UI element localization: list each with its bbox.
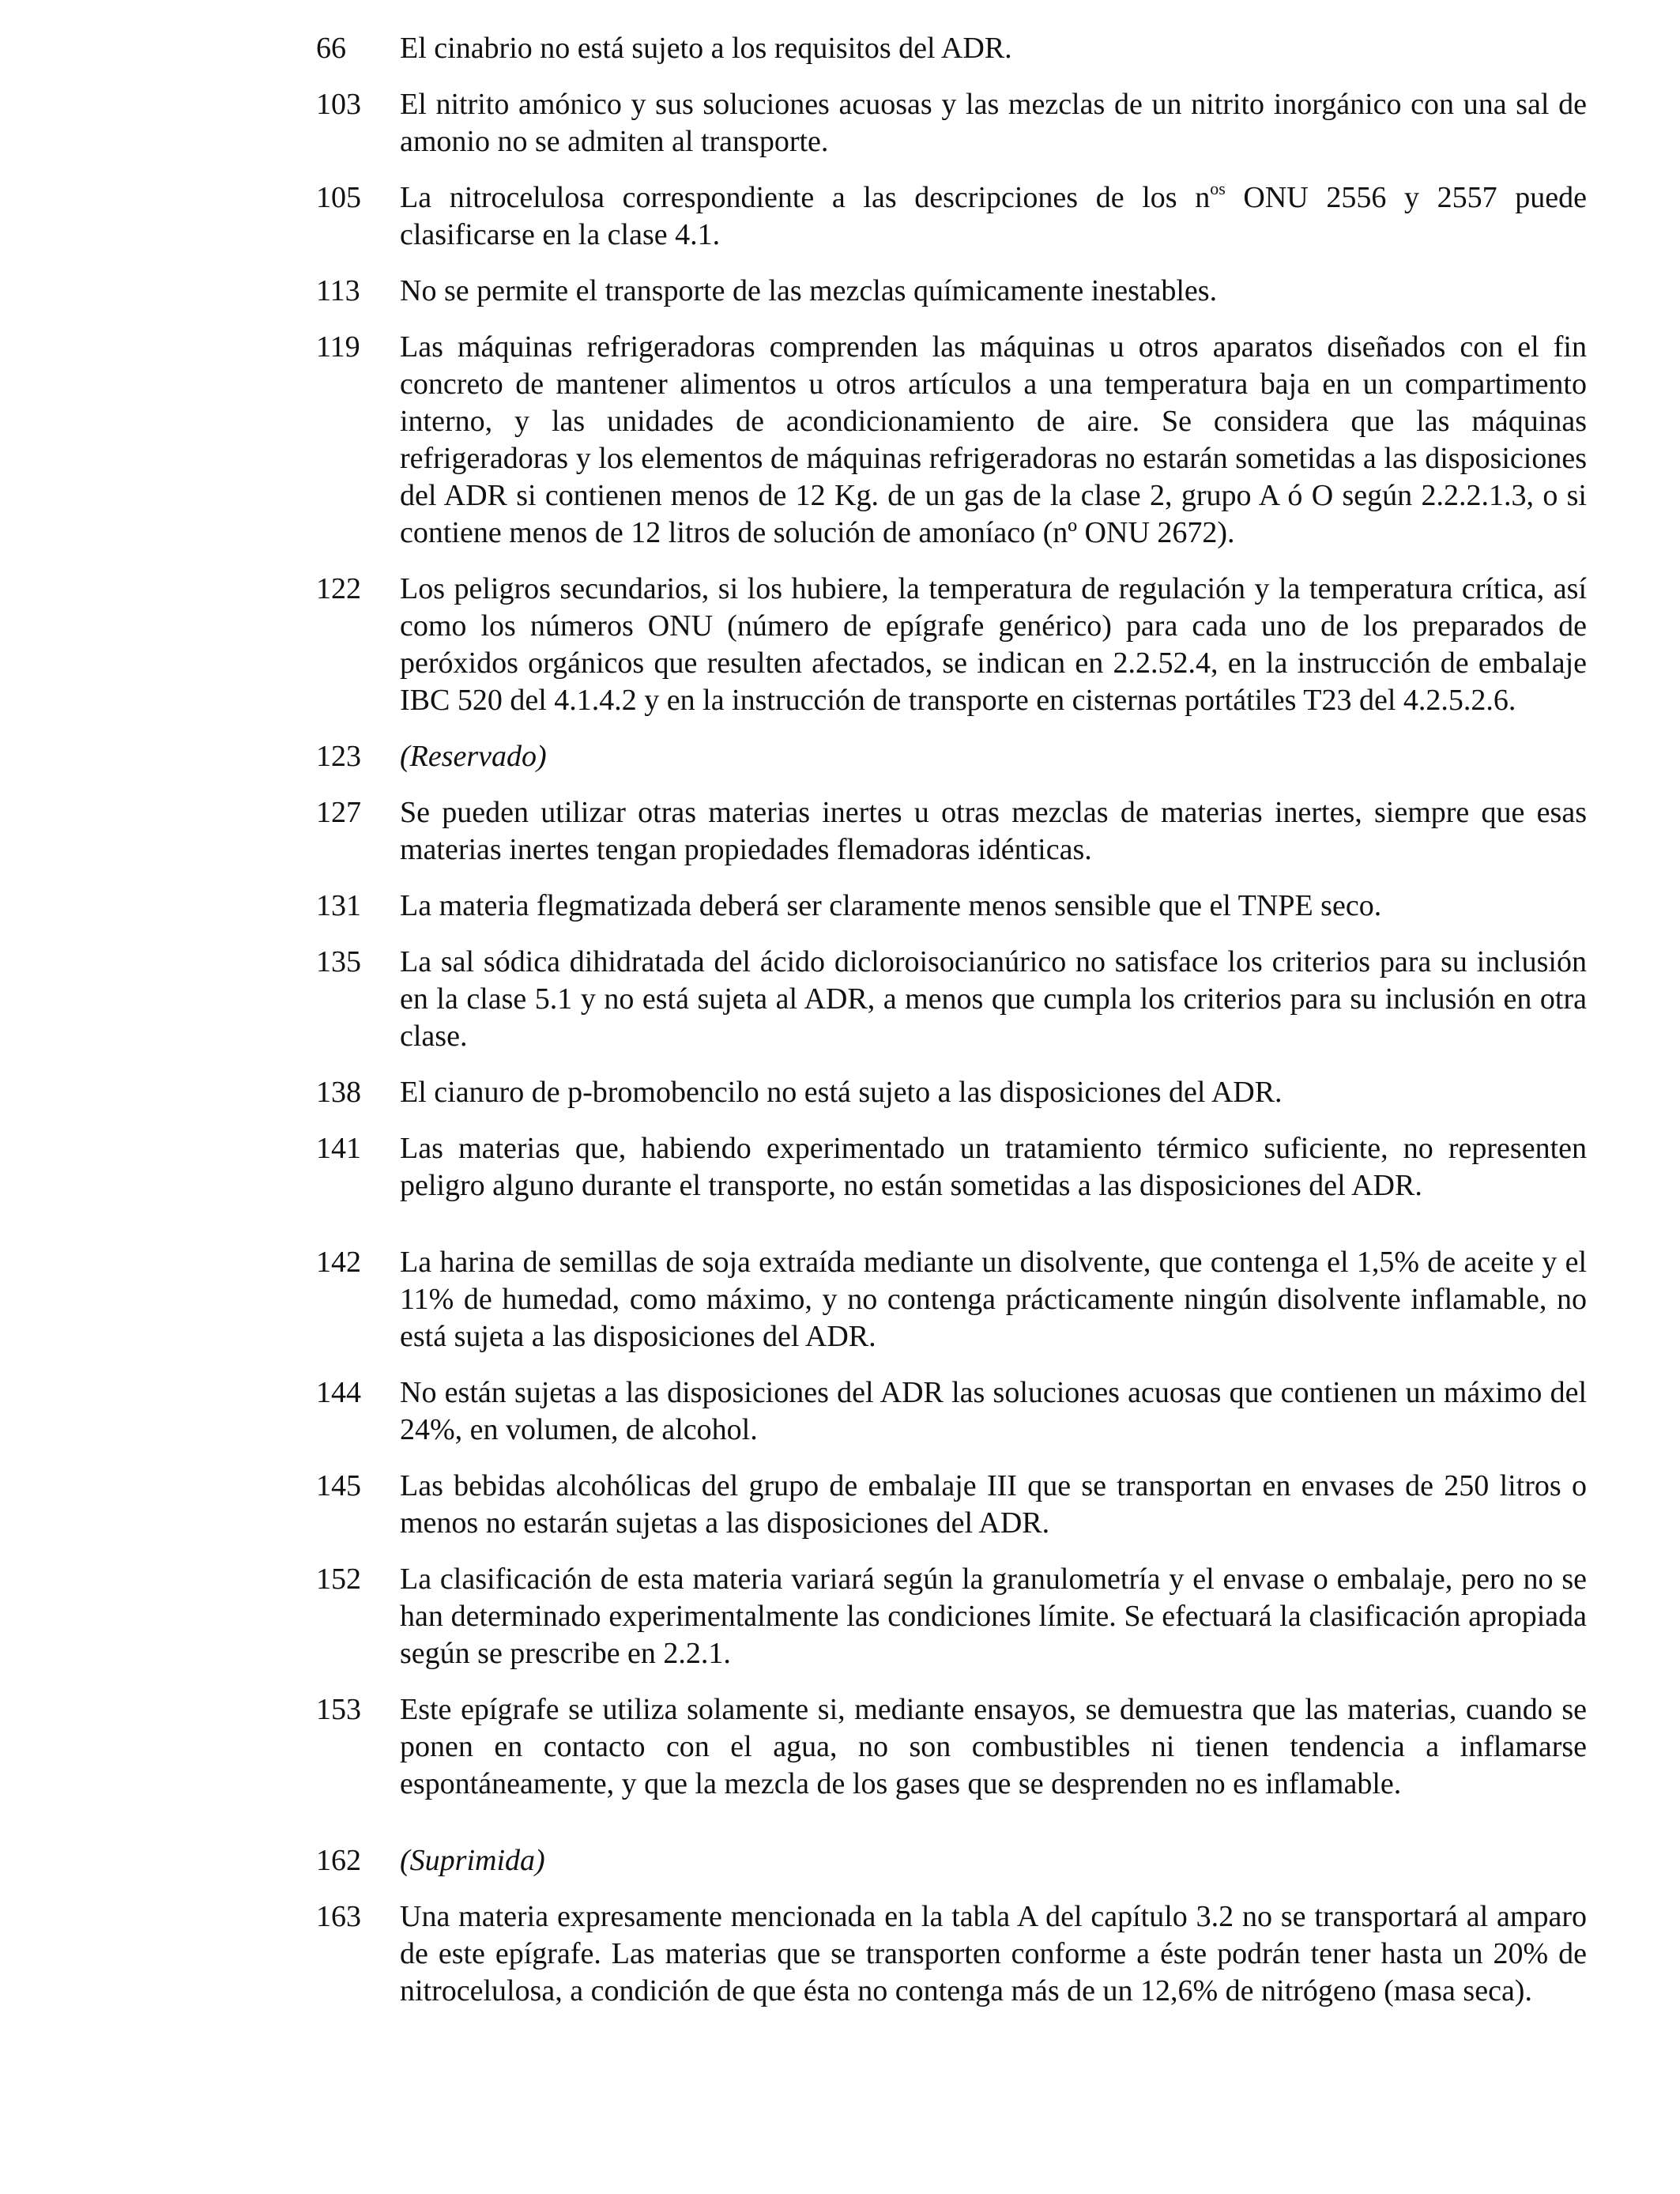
provision-113 [316,273,1587,310]
provision-142 [316,1244,1587,1355]
provision-131 [316,888,1587,925]
provision-number: 138 [316,1076,361,1109]
provision-123 [316,738,1587,775]
provision-127 [316,794,1587,869]
provision-153 [316,1691,1587,1803]
provision-number: 127 [316,796,361,829]
provision-number: 163 [316,1900,361,1933]
provision-119 [316,329,1587,552]
provision-text: Las materias que, habiendo experimentado un tratamiento térmico suficiente, no representen peligro alguno durante el transporte, no están sometidas a las disposiciones del ADR. [400,1132,1587,1202]
provision-text: Las bebidas alcohólicas del grupo de embalaje III que se transportan en envases de 250 litros o menos no estarán sujetas a las disposiciones del ADR. [400,1469,1587,1540]
provision-text: (Suprimida) [400,1844,545,1877]
provision-text-part: ONU 2556 y 2557 puede clasificarse en la clase 4.1. [400,181,1587,251]
provision-number: 145 [316,1469,361,1502]
provision-text: (Reservado) [400,740,547,773]
provision-text: Las máquinas refrigeradoras comprenden las máquinas u otros aparatos diseñados con el fin concreto de mantener alimentos u otros artículos a una temperatura baja en un compartimento interno, y las unidades de acondicionamiento de aire. Se considera que las máquinas refrigeradoras y los elementos de máquinas refrigeradoras no estarán sometidas a las disposiciones del ADR si contienen menos de 12 Kg. de un gas de la clase 2, grupo A ó O según 2.2.2.1.3, o si contiene menos de 12 litros de solución de amoníaco (nº ONU 2672). [400,330,1587,549]
special-provisions-page [316,30,1587,2010]
provision-number: 105 [316,181,361,214]
provision-number: 131 [316,889,361,922]
provision-number: 113 [316,274,360,307]
provision-superscript: os [1210,179,1226,198]
provision-number: 153 [316,1693,361,1726]
provision-number: 162 [316,1844,361,1877]
provision-text-part: La nitrocelulosa correspondiente a las descripciones de los n [400,181,1211,214]
provision-number: 144 [316,1376,361,1409]
provision-text: La materia flegmatizada deberá ser claramente menos sensible que el TNPE seco. [400,889,1382,922]
provision-number: 103 [316,88,361,121]
provision-text: La harina de semillas de soja extraída mediante un disolvente, que contenga el 1,5% de aceite y el 11% de humedad, como máximo, y no contenga prácticamente ningún disolvente inflamable, no está sujeta a las disposiciones del ADR. [400,1246,1587,1353]
provision-number: 122 [316,572,361,605]
provision-number: 135 [316,945,361,978]
provision-number: 152 [316,1563,361,1596]
provision-text: El cinabrio no está sujeto a los requisitos del ADR. [400,32,1012,65]
provision-number: 119 [316,330,360,364]
provision-text: Una materia expresamente mencionada en la tabla A del capítulo 3.2 no se transportará al amparo de este epígrafe. Las materias que se transporten conforme a éste podrán tener hasta un 20% de nitrocelulosa, a condición de que ésta no contenga más de un 12,6% de nitrógeno (masa seca). [400,1900,1587,2007]
provision-138 [316,1074,1587,1111]
provision-66 [316,30,1587,67]
provision-122 [316,571,1587,719]
provision-text [400,179,1587,254]
provision-text: El nitrito amónico y sus soluciones acuosas y las mezclas de un nitrito inorgánico con una sal de amonio no se admiten al transporte. [400,88,1587,158]
provision-text: No se permite el transporte de las mezclas químicamente inestables. [400,274,1218,307]
provision-145 [316,1468,1587,1542]
provision-number: 142 [316,1246,361,1279]
provision-162 [316,1842,1587,1879]
provision-text: Este epígrafe se utiliza solamente si, mediante ensayos, se demuestra que las materias, cuando se ponen en contacto con el agua, no son combustibles ni tienen tendencia a inflamarse espontáneamente, y que la mezcla de los gases que se desprenden no es inflamable. [400,1693,1587,1800]
provision-text: La clasificación de esta materia variará según la granulometría y el envase o embalaje, pero no se han determinado experimentalmente las condiciones límite. Se efectuará la clasificación apropiada según se prescribe en 2.2.1. [400,1563,1587,1670]
provision-number: 123 [316,740,361,773]
provision-144 [316,1374,1587,1449]
provision-number: 66 [316,32,346,65]
provision-163 [316,1898,1587,2010]
provision-135 [316,944,1587,1055]
provision-152 [316,1561,1587,1672]
provision-141 [316,1130,1587,1204]
provision-103 [316,86,1587,160]
provision-text: No están sujetas a las disposiciones del ADR las soluciones acuosas que contienen un máximo del 24%, en volumen, de alcohol. [400,1376,1587,1446]
provision-text: La sal sódica dihidratada del ácido dicloroisocianúrico no satisface los criterios para su inclusión en la clase 5.1 y no está sujeta al ADR, a menos que cumpla los criterios para su inclusión en otra clase. [400,945,1587,1053]
provision-text: Los peligros secundarios, si los hubiere, la temperatura de regulación y la temperatura crítica, así como los números ONU (número de epígrafe genérico) para cada uno de los preparados de peróxidos orgánicos que resulten afectados, se indican en 2.2.52.4, en la instrucción de embalaje IBC 520 del 4.1.4.2 y en la instrucción de transporte en cisternas portátiles T23 del 4.2.5.2.6. [400,572,1587,717]
provision-105 [316,179,1587,254]
provision-text: El cianuro de p-bromobencilo no está sujeto a las disposiciones del ADR. [400,1076,1283,1109]
provision-number: 141 [316,1132,361,1165]
provision-text: Se pueden utilizar otras materias inertes u otras mezclas de materias inertes, siempre que esas materias inertes tengan propiedades flemadoras idénticas. [400,796,1587,866]
